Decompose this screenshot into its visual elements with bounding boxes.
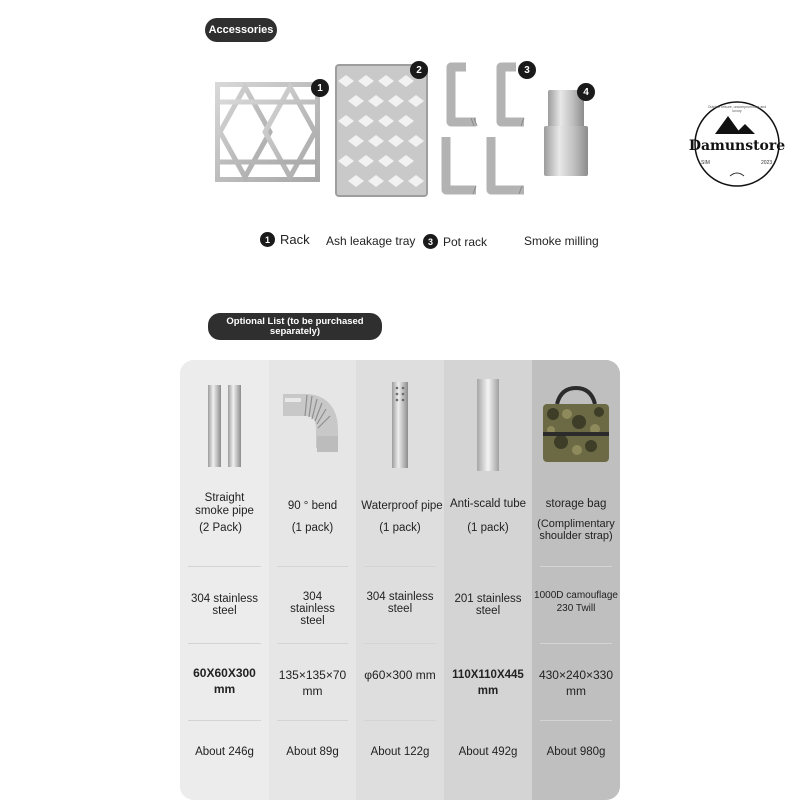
caption-badge-1: 1 — [260, 232, 275, 247]
product-material: 1000D camouflage 230 Twill — [534, 590, 618, 614]
storage-bag-image — [532, 370, 620, 480]
caption-rack — [260, 232, 310, 247]
product-material: 304 stainless steel — [366, 591, 434, 615]
product-size: 60X60X300 mm — [193, 666, 256, 696]
caption-pot-rack-label: Pot rack — [443, 234, 488, 249]
product-size: 135×135×70 mm — [278, 668, 347, 698]
product-name: storage bag — [545, 498, 607, 510]
smoke-milling-image — [540, 88, 590, 178]
product-qty: (1 pack) — [467, 522, 509, 534]
rack-image — [215, 82, 320, 182]
pot-rack-image — [436, 62, 536, 197]
product-column-storage-bag — [532, 360, 620, 800]
product-qty: (1 pack) — [379, 522, 421, 534]
logo-year: 2023 — [761, 160, 773, 166]
product-weight: About 492g — [458, 746, 518, 758]
badge-4: 4 — [577, 83, 595, 101]
brand-logo — [683, 100, 791, 188]
product-size: 110X110X445 mm — [452, 669, 524, 697]
product-name: Straight smoke pipe — [195, 492, 254, 517]
caption-ash-tray — [326, 234, 415, 248]
optional-list-title: Optional List (to be purchased separately) — [208, 313, 382, 340]
caption-smoke-milling — [524, 234, 599, 248]
optional-products-table — [180, 360, 620, 800]
product-qty: (Complimentary shoulder strap) — [537, 518, 615, 542]
product-material: 304 stainless steel — [190, 593, 259, 617]
product-size: 430×240×330 mm — [538, 668, 614, 698]
anti-scald-tube-image — [444, 370, 532, 480]
caption-pot-rack — [423, 234, 487, 249]
caption-badge-3: 3 — [423, 234, 438, 249]
product-qty: (1 pack) — [291, 522, 334, 534]
product-column-anti-scald-tube — [444, 360, 532, 800]
straight-pipe-image — [180, 370, 269, 480]
waterproof-pipe-image — [356, 370, 444, 480]
logo-tagline: Outdoor leisure, uncompromising and luxury — [707, 105, 767, 113]
product-name: Waterproof pipe — [361, 500, 443, 512]
caption-smoke-milling-label: Smoke milling — [524, 234, 599, 248]
product-material: 201 stainless steel — [454, 593, 522, 617]
product-weight: About 246g — [195, 746, 254, 758]
caption-ash-tray-label: Ash leakage tray — [326, 234, 416, 248]
product-name: Anti-scald tube — [449, 498, 527, 510]
product-weight: About 980g — [546, 746, 606, 758]
product-qty: (2 Pack) — [199, 522, 242, 534]
product-size: φ60×300 mm — [364, 668, 436, 682]
caption-rack-label: Rack — [280, 232, 310, 247]
product-material: 304 stainless steel — [290, 591, 335, 627]
logo-brand-text: Damunstore — [688, 138, 786, 154]
product-column-bend — [269, 360, 356, 800]
product-column-waterproof-pipe — [356, 360, 444, 800]
product-name: 90 ° bend — [287, 500, 338, 512]
product-weight: About 89g — [286, 746, 339, 758]
product-weight: About 122g — [370, 746, 430, 758]
badge-3: 3 — [518, 61, 536, 79]
product-column-straight-pipe — [180, 360, 269, 800]
bend-pipe-image — [269, 370, 356, 480]
accessories-title: Accessories — [205, 18, 277, 42]
badge-1: 1 — [311, 79, 329, 97]
ash-tray-image — [334, 63, 429, 198]
logo-sim: SIM — [701, 160, 710, 166]
badge-2: 2 — [410, 61, 428, 79]
